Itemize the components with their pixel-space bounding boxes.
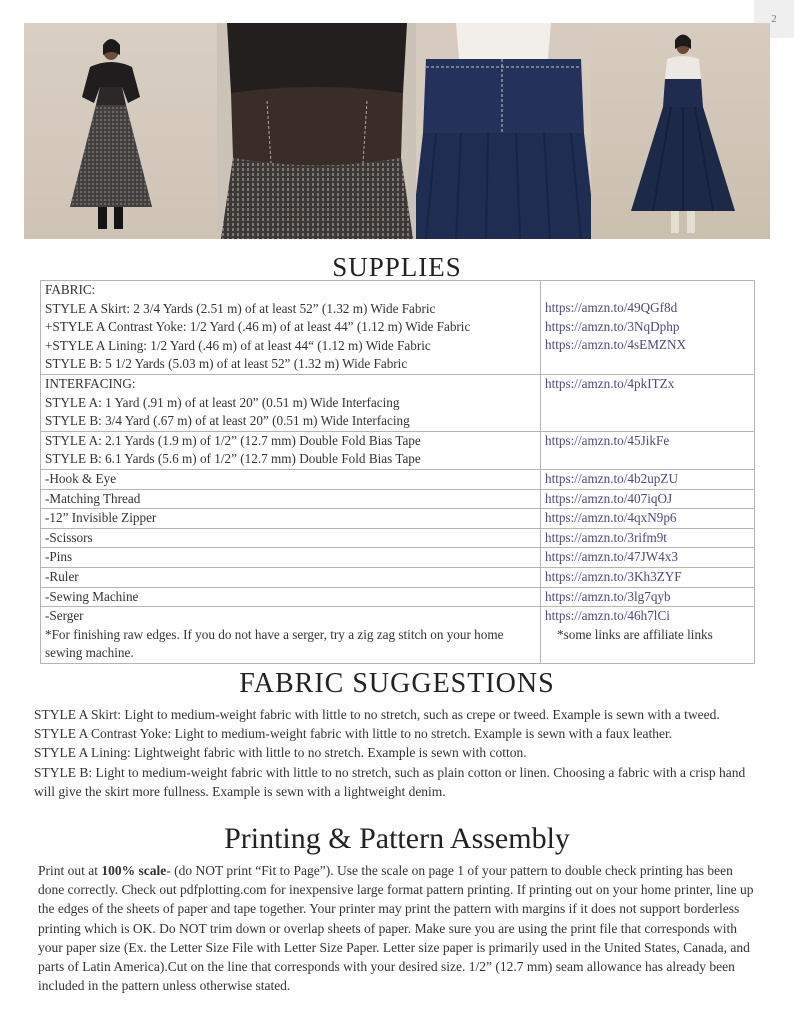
supply-links <box>541 469 755 489</box>
supply-line: INTERFACING: <box>45 375 136 391</box>
photo-model-full-length-denim <box>591 23 770 239</box>
photo-denim-yoke-closeup <box>416 23 591 239</box>
supply-line: +STYLE A Lining: 1/2 Yard (.46 m) of at least 44“ (1.12 m) Wide Fabric <box>45 337 431 353</box>
fabric-suggestion-paragraph: STYLE A Lining: Lightweight fabric with little to no stretch. Example is sewn with cotton. <box>34 745 527 761</box>
denim-yoke-icon <box>416 23 591 239</box>
supply-line: STYLE A Skirt: 2 3/4 Yards (2.51 m) of at least 52” (1.32 m) Wide Fabric <box>45 300 436 316</box>
supply-line: STYLE A: 1 Yard (.91 m) of at least 20” (0.51 m) Wide Interfacing <box>45 394 400 410</box>
supply-link[interactable]: https://amzn.to/4qxN9p6 <box>545 510 677 526</box>
supply-line: STYLE B: 6.1 Yards (5.6 m) of 1/2” (12.7 mm) Double Fold Bias Tape <box>45 451 421 467</box>
supply-line: STYLE A: 2.1 Yards (1.9 m) of 1/2” (12.7 mm) Double Fold Bias Tape <box>45 432 421 448</box>
supply-link[interactable]: https://amzn.to/3lg7qyb <box>545 588 671 604</box>
printing-body: - (do NOT print “Fit to Page”). Use the scale on page 1 of your pattern to double check printing has been done correctly. Check out pdfplotting.com for inexpensive large format pattern printing. If printing out on your home printer, line up the edges of the sheets of paper and tape together. Your printer may print the pattern with margins if it does not support borderless printing which is OK. Do NOT trim down or overlap sheets of paper. Make sure you are using the print file that corresponds with your paper size (Ex. the Letter Size File with Letter Size Paper. Letter size paper is primarily used in the United States, Canada, and parts of Latin America).Cut on the line that corresponds with your desired size. 1/2” (12.7 mm) seam allowance has already been included in the pattern unless otherwise stated. <box>38 863 754 994</box>
supply-line: -Pins <box>45 549 73 565</box>
printing-intro: Print out at <box>38 863 102 878</box>
supply-description <box>41 548 541 568</box>
supply-line: STYLE B: 5 1/2 Yards (5.03 m) of at least 52” (1.32 m) Wide Fabric <box>45 356 408 372</box>
model-figure-icon <box>591 23 770 239</box>
supply-link[interactable]: https://amzn.to/407iqOJ <box>545 490 673 506</box>
supply-description <box>41 528 541 548</box>
supply-line: -Ruler <box>45 568 79 584</box>
supplies-row <box>41 528 755 548</box>
supply-description <box>41 607 541 664</box>
supply-line: STYLE B: 3/4 Yard (.67 m) of at least 20” (0.51 m) Wide Interfacing <box>45 413 410 429</box>
supplies-row <box>41 281 755 375</box>
supply-link[interactable]: https://amzn.to/4b2upZU <box>545 470 678 486</box>
fabric-suggestion-paragraph: STYLE A Contrast Yoke: Light to medium-weight fabric with little to no stretch. Example is sewn with a faux leather. <box>34 726 673 742</box>
supply-description <box>41 587 541 607</box>
supply-link[interactable]: https://amzn.to/3NqDphp <box>545 318 680 334</box>
supply-description <box>41 489 541 509</box>
fabric-suggestion-paragraph: STYLE B: Light to medium-weight fabric with little to no stretch, such as plain cotton or linen. Choosing a fabric with a crisp hand will give the skirt more fullness. Example is sewn with a lightweight denim. <box>34 764 746 799</box>
supply-links <box>541 567 755 587</box>
supply-description <box>41 281 541 375</box>
supply-link[interactable]: https://amzn.to/49QGf8d <box>545 300 678 315</box>
supply-description <box>41 469 541 489</box>
supplies-row <box>41 587 755 607</box>
printing-heading: Printing & Pattern Assembly <box>224 822 570 855</box>
supply-link[interactable]: https://amzn.to/4pkITZx <box>545 375 675 391</box>
supply-links <box>541 528 755 548</box>
supply-link[interactable]: https://amzn.to/46h7lCi <box>545 608 670 624</box>
supply-line: -Matching Thread <box>45 490 141 506</box>
supply-description <box>41 567 541 587</box>
supply-links <box>541 489 755 509</box>
supply-link[interactable]: https://amzn.to/47JW4x3 <box>545 549 678 565</box>
supply-line: -Scissors <box>45 529 93 545</box>
supplies-heading: SUPPLIES <box>332 252 462 282</box>
supply-line: -Hook & Eye <box>45 470 117 486</box>
supply-description <box>41 509 541 529</box>
supplies-row <box>41 548 755 568</box>
supply-link[interactable]: https://amzn.to/45JikFe <box>545 432 670 448</box>
supply-links <box>541 431 755 469</box>
photo-leather-yoke-closeup <box>217 23 416 239</box>
fabric-suggestions-heading: FABRIC SUGGESTIONS <box>239 668 555 699</box>
photo-strip <box>24 23 770 239</box>
supply-line: -Serger <box>45 608 84 624</box>
supply-line: -12” Invisible Zipper <box>45 510 157 526</box>
supply-links <box>541 509 755 529</box>
printing-scale-bold: 100% scale <box>101 863 167 878</box>
supplies-row <box>41 431 755 469</box>
supplies-row <box>41 374 755 431</box>
fabric-suggestions-text <box>34 705 756 801</box>
supply-link[interactable]: https://amzn.to/3rifm9t <box>545 529 667 545</box>
affiliate-note: *some links are affiliate links <box>557 626 713 642</box>
supply-links <box>541 374 755 431</box>
supplies-row <box>41 489 755 509</box>
supply-link[interactable]: https://amzn.to/3Kh3ZYF <box>545 568 682 584</box>
supplies-row <box>41 509 755 529</box>
supply-description <box>41 431 541 469</box>
supplies-row <box>41 567 755 587</box>
supplies-table <box>40 280 755 664</box>
supply-link[interactable]: https://amzn.to/4sEMZNX <box>545 337 687 353</box>
printing-text <box>38 861 756 995</box>
printing-paragraph <box>38 861 756 995</box>
supply-links <box>541 607 755 664</box>
supply-description <box>41 374 541 431</box>
supply-line: -Sewing Machine <box>45 588 139 604</box>
leather-yoke-icon <box>217 23 416 239</box>
supply-links <box>541 281 755 375</box>
fabric-suggestion-paragraph: STYLE A Skirt: Light to medium-weight fabric with little to no stretch, such as crepe or tweed. Example is sewn with a tweed. <box>34 707 720 722</box>
supply-line: +STYLE A Contrast Yoke: 1/2 Yard (.46 m) of at least 44” (1.12 m) Wide Fabric <box>45 319 471 335</box>
supply-line: FABRIC: <box>45 282 96 297</box>
page-number: 2 <box>754 0 794 38</box>
photo-model-full-length-tweed <box>24 23 217 239</box>
supply-line: *For finishing raw edges. If you do not have a serger, try a zig zag stitch on your home sewing machine. <box>45 626 504 661</box>
supplies-row <box>41 469 755 489</box>
supply-links <box>541 587 755 607</box>
supply-links <box>541 548 755 568</box>
model-figure-icon <box>24 23 217 239</box>
supplies-row <box>41 607 755 664</box>
